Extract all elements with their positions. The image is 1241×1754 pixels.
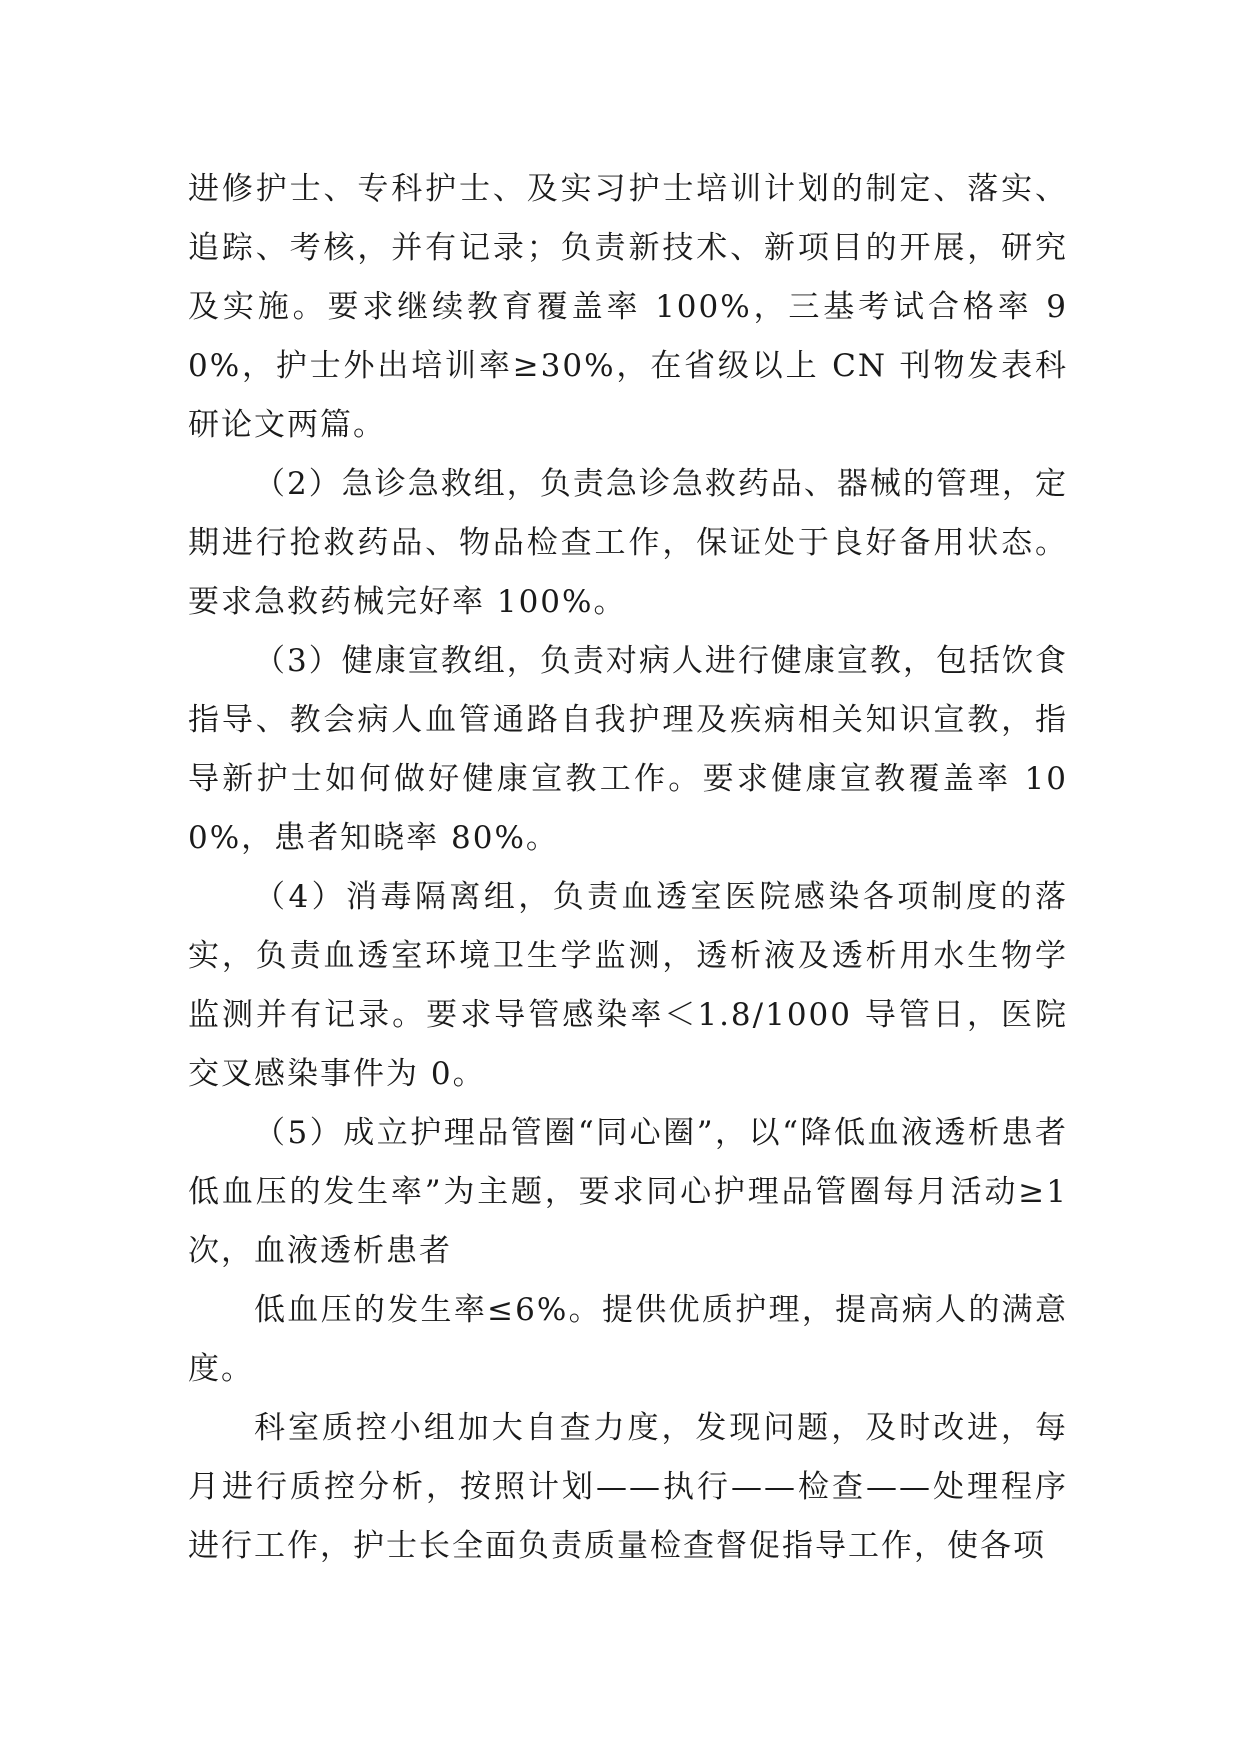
paragraph-training: 进修护士、专科护士、及实习护士培训计划的制定、落实、追踪、考核，并有记录；负责新技术、新项目的开展，研究及实施。要求继续教育覆盖率 100%，三基考试合格率 90%，护士外出培训率≥30%，在省级以上 CN 刊物发表科研论文两篇。 (188, 171, 1068, 443)
paragraph-emergency-group: （2）急诊急救组，负责急诊急救药品、器械的管理，定期进行抢救药品、物品检查工作，保证处于良好备用状态。要求急救药械完好率 100%。 (188, 466, 1068, 620)
paragraph-quality-circle: （5）成立护理品管圈“同心圈”，以“降低血液透析患者低血压的发生率”为主题，要求同心护理品管圈每月活动≥1 次，血液透析患者 (188, 1115, 1068, 1269)
paragraph-disinfection-group: （4）消毒隔离组，负责血透室医院感染各项制度的落实，负责血透室环境卫生学监测，透析液及透析用水生物学监测并有记录。要求导管感染率＜1.8/1000 导管日，医院交叉感染事件为 0。 (188, 879, 1068, 1092)
document-body (188, 160, 1068, 1576)
paragraph-hypotension-rate: 低血压的发生率≤6%。提供优质护理，提高病人的满意度。 (188, 1292, 1068, 1387)
paragraph-health-education-group: （3）健康宣教组，负责对病人进行健康宣教，包括饮食指导、教会病人血管通路自我护理及疾病相关知识宣教，指导新护士如何做好健康宣教工作。要求健康宣教覆盖率 100%，患者知晓率 80%。 (188, 643, 1068, 856)
paragraph-quality-control: 科室质控小组加大自查力度，发现问题，及时改进，每月进行质控分析，按照计划——执行——检查——处理程序进行工作，护士长全面负责质量检查督促指导工作，使各项 (188, 1410, 1068, 1564)
